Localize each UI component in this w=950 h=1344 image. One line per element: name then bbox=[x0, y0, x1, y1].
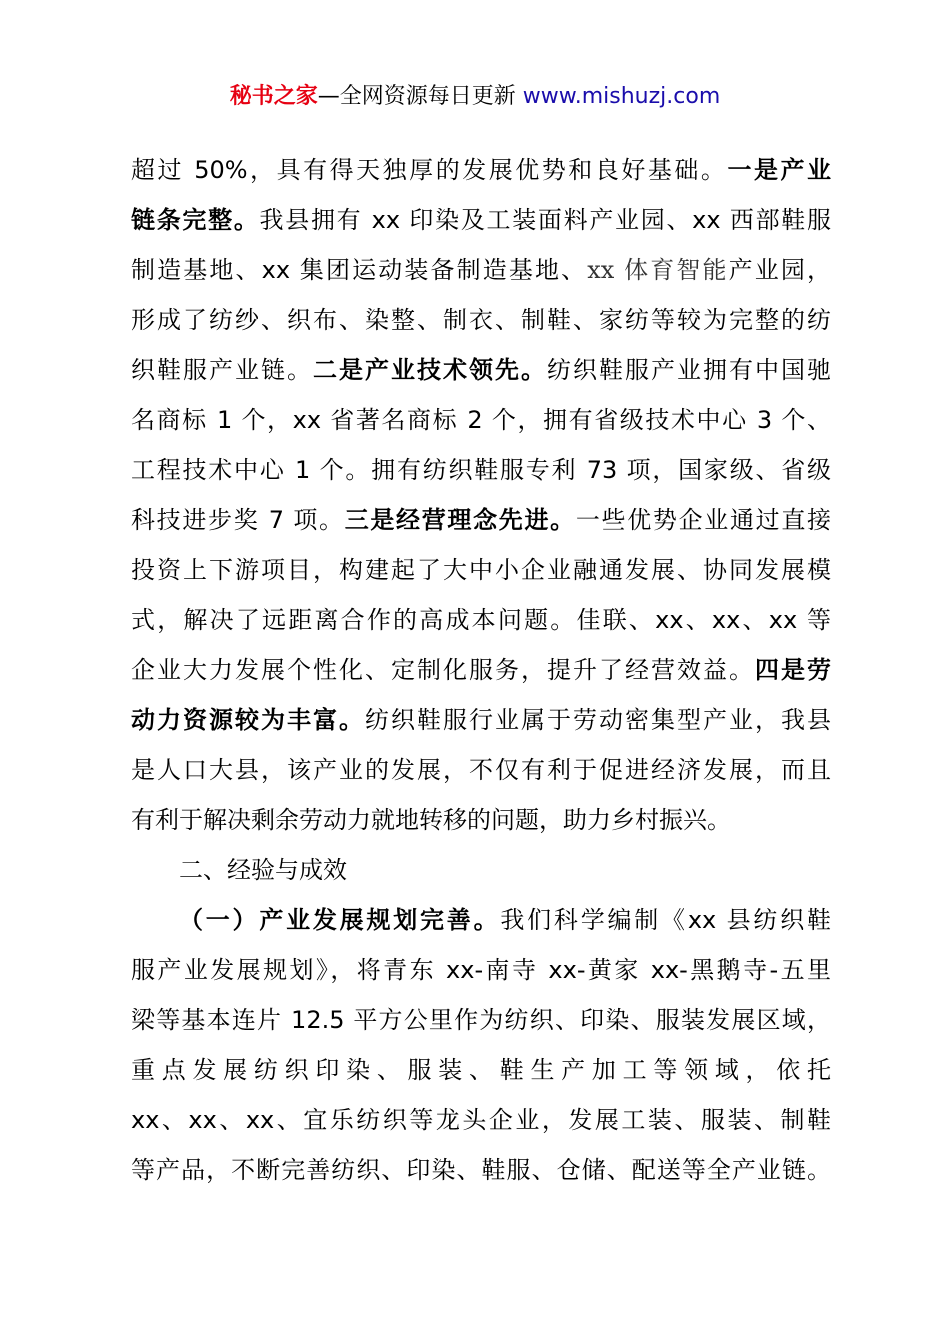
text-span: 企业大力发展个性化、定制化服务，提升了经营效益。 bbox=[131, 656, 755, 684]
bold-text-span: 链条完整。 bbox=[131, 206, 260, 234]
bold-text-span: 一是产业 bbox=[727, 156, 831, 184]
text-span: 纺织鞋服行业属于劳动密集型产业，我县 bbox=[365, 706, 831, 734]
text-line-7 bbox=[131, 445, 831, 495]
site-url-link[interactable]: www.mishuzj.com bbox=[522, 84, 721, 109]
text-line-5 bbox=[131, 345, 831, 395]
text-line-19 bbox=[131, 1045, 831, 1095]
text-line-21 bbox=[131, 1145, 831, 1195]
text-span: 一些优势企业通过直接 bbox=[575, 506, 831, 534]
header-tagline: —全网资源每日更新 bbox=[317, 84, 516, 109]
text-line-14 bbox=[131, 795, 831, 845]
text-line-6 bbox=[131, 395, 831, 445]
document-body bbox=[131, 145, 831, 1195]
bold-text-span: 四是劳 bbox=[755, 656, 831, 684]
text-span: 工程技术中心 1 个。拥有纺织鞋服专利 73 项，国家级、省级 bbox=[131, 456, 831, 484]
text-span: 等产品，不断完善纺织、印染、鞋服、仓储、配送等全产业链。 bbox=[131, 1156, 831, 1184]
text-line-13 bbox=[131, 745, 831, 795]
text-line-18 bbox=[131, 995, 831, 1045]
text-span: 织鞋服产业链。 bbox=[131, 356, 313, 384]
text-span: 产业园， bbox=[728, 256, 831, 284]
text-line-3 bbox=[131, 245, 831, 295]
text-span: 我们科学编制《xx 县纺织鞋 bbox=[500, 906, 831, 934]
subsection-heading-line bbox=[131, 895, 831, 945]
text-span: 形成了纺纱、织布、染整、制衣、制鞋、家纺等较为完整的纺 bbox=[131, 306, 831, 334]
text-span: 是人口大县，该产业的发展，不仅有利于促进经济发展，而且 bbox=[131, 756, 831, 784]
text-span: 科技进步奖 7 项。 bbox=[131, 506, 345, 534]
bold-text-span: 三是经营理念先进。 bbox=[344, 506, 576, 534]
text-line-11 bbox=[131, 645, 831, 695]
bold-text-span: 二是产业技术领先。 bbox=[313, 356, 547, 384]
text-span: 二、经验与成效 bbox=[179, 856, 347, 884]
text-span: 我县拥有 xx 印染及工装面料产业园、xx 西部鞋服 bbox=[259, 206, 832, 234]
text-line-9 bbox=[131, 545, 831, 595]
text-line-12 bbox=[131, 695, 831, 745]
text-line-8 bbox=[131, 495, 831, 545]
text-span: 服产业发展规划》，将青东 xx-南寺 xx-黄家 xx-黑鹅寺-五里 bbox=[131, 956, 831, 984]
text-line-2 bbox=[131, 195, 831, 245]
text-line-20 bbox=[131, 1095, 831, 1145]
bold-text-span: （一）产业发展规划完善。 bbox=[179, 906, 501, 934]
text-span: xx 体育智能 bbox=[587, 256, 729, 284]
text-line-4 bbox=[131, 295, 831, 345]
text-line-17 bbox=[131, 945, 831, 995]
section-heading bbox=[131, 845, 831, 895]
text-line-1 bbox=[131, 145, 831, 195]
text-span: 重点发展纺织印染、服装、鞋生产加工等领域，依托 bbox=[131, 1056, 831, 1084]
text-span: 式，解决了远距离合作的高成本问题。佳联、xx、xx、xx 等 bbox=[131, 606, 831, 634]
text-span: xx、xx、xx、宜乐纺织等龙头企业，发展工装、服装、制鞋 bbox=[131, 1106, 831, 1134]
text-span: 制造基地、xx 集团运动装备制造基地、 bbox=[131, 256, 588, 284]
text-span: 超过 50%，具有得天独厚的发展优势和良好基础。 bbox=[131, 156, 728, 184]
text-span: 投资上下游项目，构建起了大中小企业融通发展、协同发展模 bbox=[131, 556, 831, 584]
text-span: 梁等基本连片 12.5 平方公里作为纺织、印染、服装发展区域， bbox=[131, 1006, 831, 1034]
text-span: 名商标 1 个，xx 省著名商标 2 个，拥有省级技术中心 3 个、 bbox=[131, 406, 831, 434]
brand-name: 秘书之家 bbox=[229, 84, 318, 109]
text-line-10 bbox=[131, 595, 831, 645]
site-header bbox=[0, 82, 950, 112]
bold-text-span: 动力资源较为丰富。 bbox=[131, 706, 365, 734]
text-span: 有利于解决剩余劳动力就地转移的问题，助力乡村振兴。 bbox=[131, 806, 731, 834]
text-span: 纺织鞋服产业拥有中国驰 bbox=[547, 356, 831, 384]
